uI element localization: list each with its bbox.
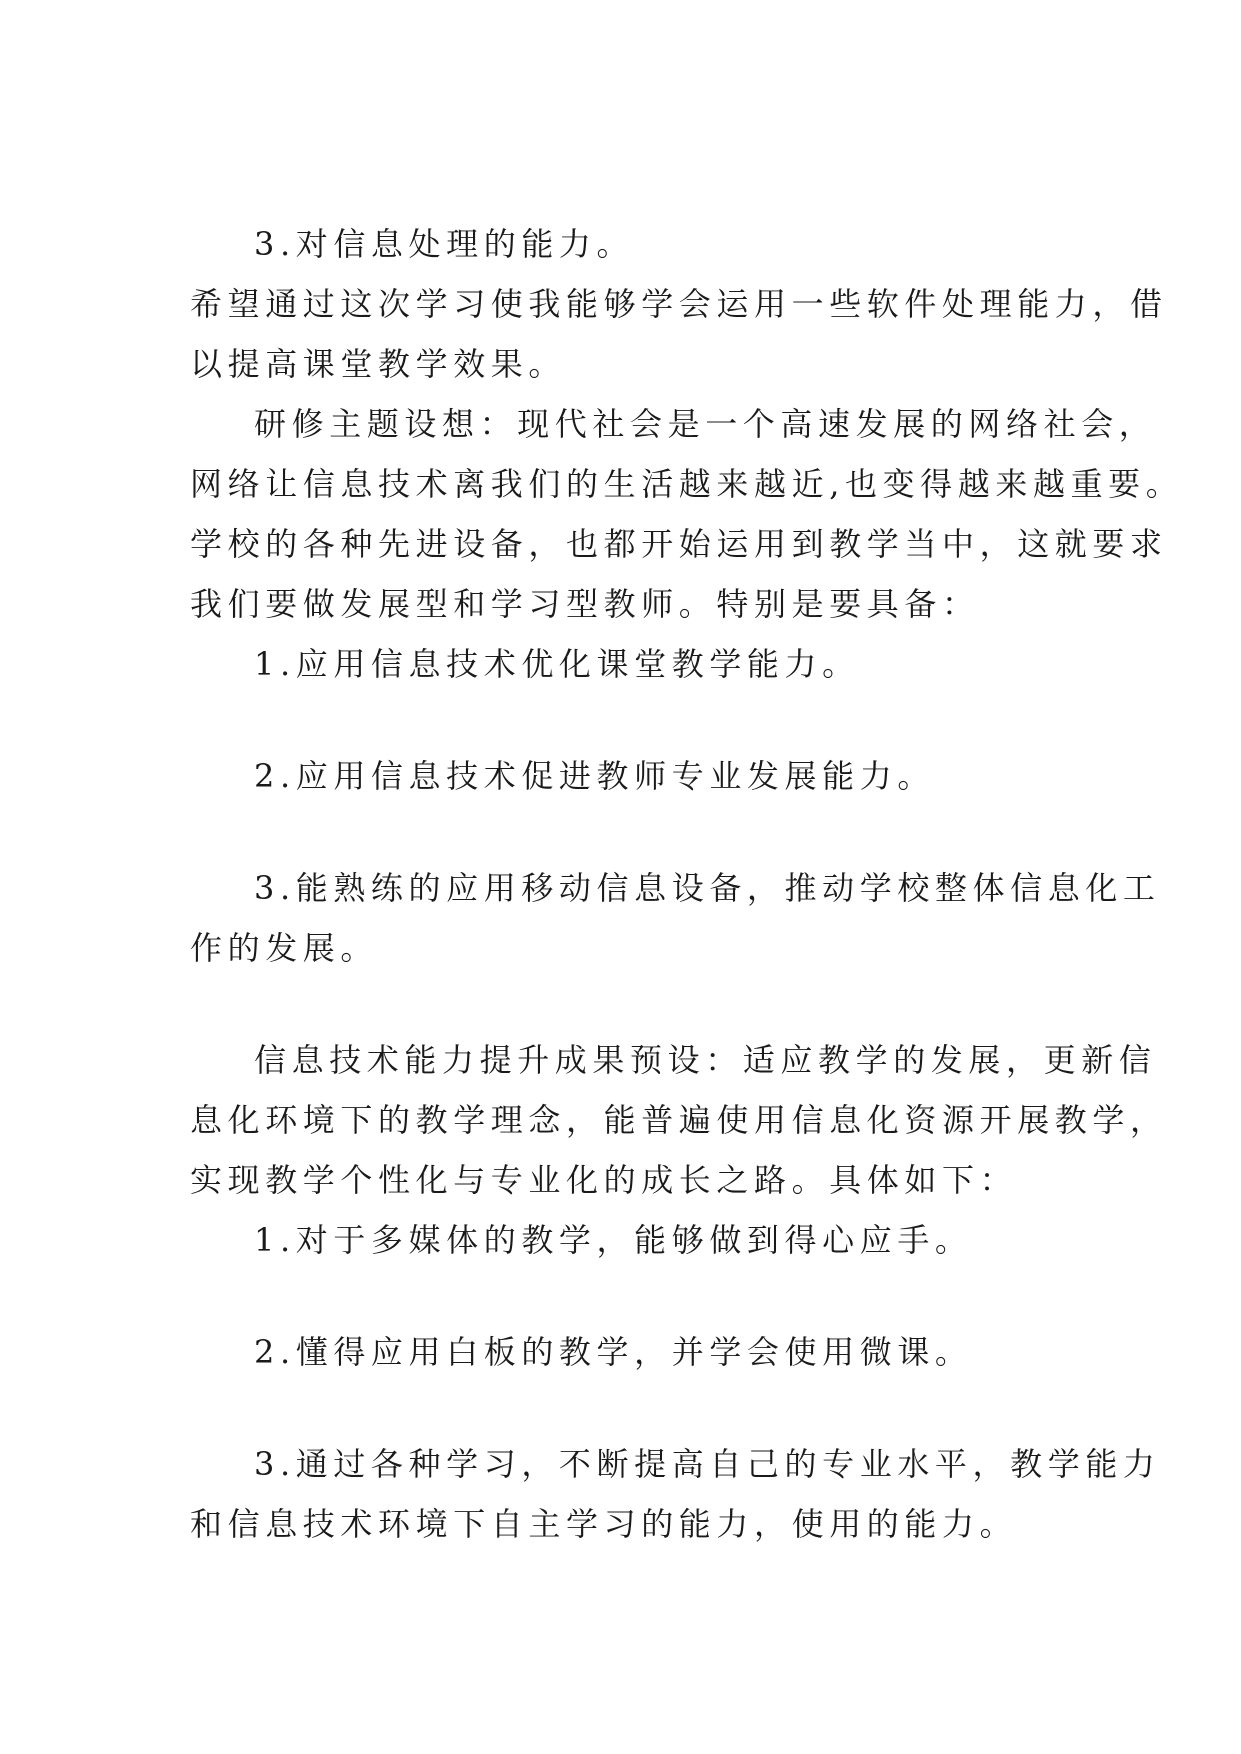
text-line: 3.对信息处理的能力。 [254,225,635,263]
text-line: 1.对于多媒体的教学，能够做到得心应手。 [254,1221,973,1259]
text-line: 研修主题设想：现代社会是一个高速发展的网络社会， [254,405,1157,443]
text-line: 息化环境下的教学理念，能普遍使用信息化资源开展教学， [190,1101,1168,1139]
text-line: 作的发展。 [190,929,379,967]
text-line: 网络让信息技术离我们的生活越来越近,也变得越来越重要。 [190,465,1184,503]
text-line: 信息技术能力提升成果预设：适应教学的发展，更新信 [254,1041,1157,1079]
text-line: 3.通过各种学习，不断提高自己的专业水平，教学能力 [254,1445,1161,1483]
text-line: 3.能熟练的应用移动信息设备，推动学校整体信息化工 [254,869,1161,907]
text-line: 实现教学个性化与专业化的成长之路。具体如下： [190,1161,1018,1199]
text-line: 2.懂得应用白板的教学，并学会使用微课。 [254,1333,973,1371]
text-line: 和信息技术环境下自主学习的能力，使用的能力。 [190,1505,1018,1543]
text-line: 我们要做发展型和学习型教师。特别是要具备： [190,585,980,623]
text-line: 学校的各种先进设备，也都开始运用到教学当中，这就要求 [190,525,1168,563]
text-line: 2.应用信息技术促进教师专业发展能力。 [254,757,935,795]
text-line: 1.应用信息技术优化课堂教学能力。 [254,645,860,683]
text-line: 希望通过这次学习使我能够学会运用一些软件处理能力，借 [190,285,1168,323]
text-line: 以提高课堂教学效果。 [190,345,567,383]
